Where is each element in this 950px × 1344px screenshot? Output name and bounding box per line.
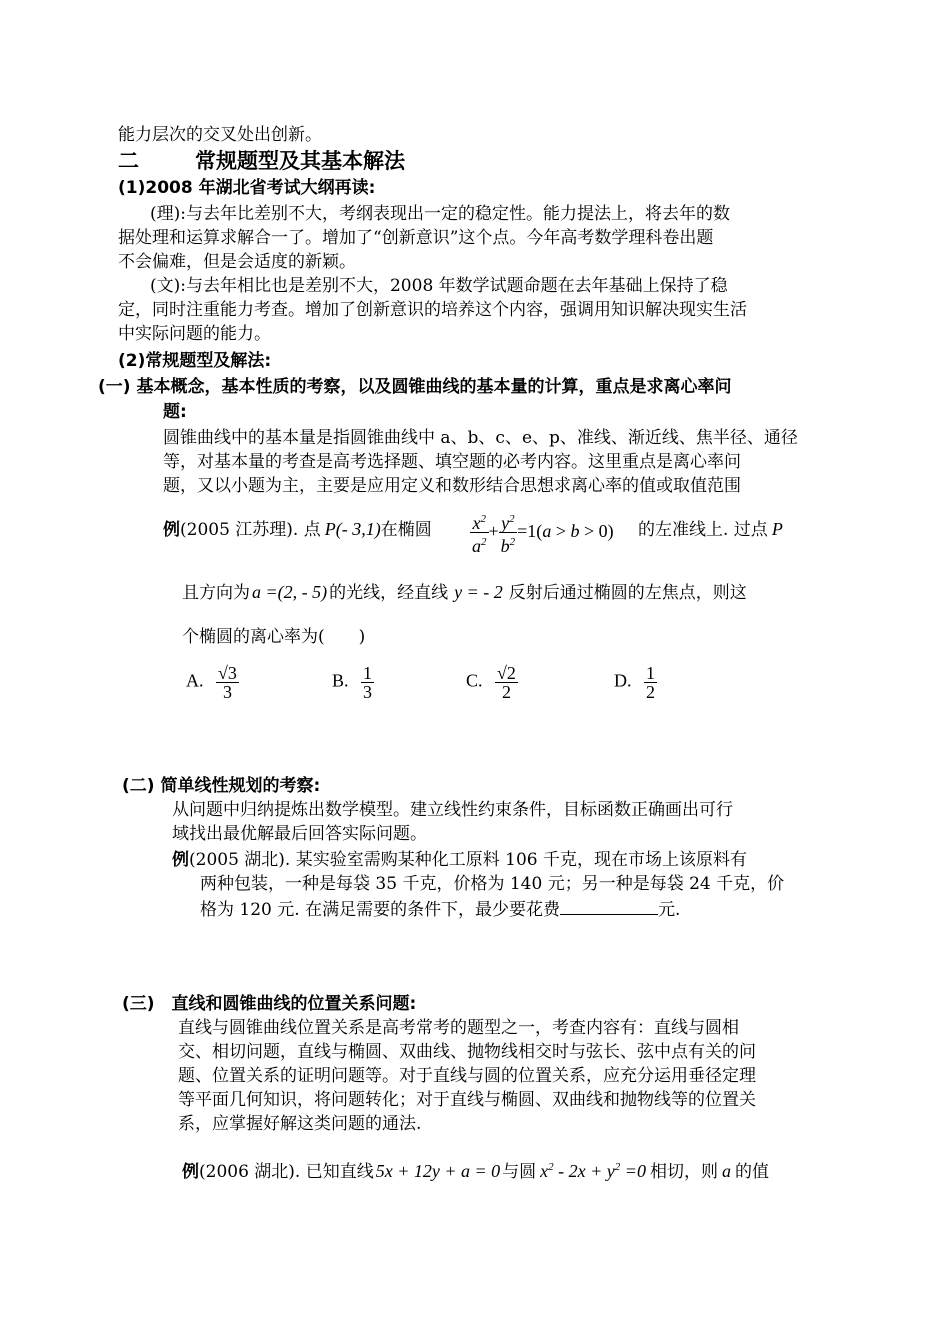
point-p: P <box>771 519 783 539</box>
example-text: 在椭圆 <box>380 520 432 540</box>
example-text: 格为 120 元. 在满足需要的条件下，最少要花费 <box>200 900 561 920</box>
part1-title: (一) 基本概念，基本性质的考察，以及圆锥曲线的基本量的计算，重点是求离心率问 <box>98 377 732 397</box>
direction-text: 且方向为 <box>182 583 250 603</box>
part1-body-1: 圆锥曲线中的基本量是指圆锥曲线中 a、b、c、e、p、准线、渐近线、焦半径、通径 <box>163 428 798 448</box>
option-den: 3 <box>222 682 232 702</box>
part2-body-1: 从问题中归纳提炼出数学模型。建立线性约束条件，目标函数正确画出可行 <box>172 800 733 820</box>
example-source: (2005 江苏理). 点 <box>180 520 321 540</box>
part1-example-line-1 <box>163 518 432 541</box>
part3-body-1: 直线与圆锥曲线位置关系是高考常考的题型之一，考查内容有：直线与圆相 <box>178 1018 739 1038</box>
part1-body-2: 等，对基本量的考查是高考选择题、填空题的必考内容。这里重点是离心率问 <box>163 452 741 472</box>
section-heading <box>118 150 405 172</box>
example-text: 与圆 <box>502 1162 537 1182</box>
option-num: 1 <box>363 663 373 683</box>
example-label: 例 <box>172 850 189 870</box>
option-label: C. <box>466 670 483 691</box>
option-den: 2 <box>501 682 511 702</box>
line-equation: 5x + 12y + a = 0 <box>375 1161 501 1181</box>
li-line-3: 不会偏难，但是会适度的新颖。 <box>118 252 356 272</box>
reflect-text: 反射后通过椭圆的左焦点，则这 <box>508 583 747 603</box>
part1-body-3: 题，又以小题为主，主要是应用定义和数形结合思想求离心率的值或取值范围 <box>163 476 741 496</box>
wen-line-3: 中实际问题的能力。 <box>118 324 271 344</box>
subsection-2-title: (2)常规题型及解法: <box>118 351 272 371</box>
part2-example-line-2: 两种包装，一种是每袋 35 千克，价格为 140 元；另一种是每袋 24 千克，价 <box>200 874 785 894</box>
example-unit: 元. <box>658 900 681 920</box>
example-source: (2006 湖北). 已知直线 <box>199 1162 374 1182</box>
point-p-coords: P(- 3,1) <box>324 519 381 539</box>
direction-vector: a =(2, - 5) <box>252 582 328 602</box>
y2-over-b2: $\frac{y^2}{b^2}$ <box>499 510 518 555</box>
example-text: (2005 湖北). 某实验室需购某种化工原料 106 千克，现在市场上该原料有 <box>189 850 747 870</box>
part3-body-2: 交、相切问题，直线与椭圆、双曲线、抛物线相交时与弦长、弦中点有关的问 <box>178 1042 756 1062</box>
part2-title: (二) 简单线性规划的考察: <box>122 776 321 796</box>
option-label: A. <box>186 670 204 691</box>
light-text: 的光线，经直线 <box>329 583 449 603</box>
option-a <box>186 664 239 701</box>
part3-example-line-1 <box>182 1156 769 1183</box>
line-y-eq: y = - 2 <box>454 582 503 602</box>
subsection-1-title: (1)2008 年湖北省考试大纲再读: <box>118 178 376 198</box>
example-text-2: 相切，则 <box>649 1162 718 1182</box>
option-label: D. <box>614 670 632 691</box>
option-num: √3 <box>218 663 237 683</box>
variable-a: a <box>721 1161 731 1181</box>
option-num: √2 <box>497 663 516 683</box>
section-title: 常规题型及其基本解法 <box>195 149 405 173</box>
part3-body-4: 等平面几何知识，将问题转化；对于直线与椭圆、双曲线和抛物线等的位置关 <box>178 1090 756 1110</box>
part2-example-line-1 <box>172 849 747 871</box>
section-number: 二 <box>118 149 139 173</box>
part1-example-tail <box>638 518 783 541</box>
ellipse-equation: $\frac{x^2}{a^2}$ + $\frac{y^2}{b^2}$ =1(a > b > 0) <box>470 510 614 555</box>
option-c <box>466 664 518 701</box>
option-den: 2 <box>646 682 655 702</box>
part3-body-3: 题、位置关系的证明问题等。对于直线与圆的位置关系，应充分运用垂径定理 <box>178 1066 756 1086</box>
intro-tail: 能力层次的交叉处出创新。 <box>118 125 322 145</box>
part1-example-line-3: 个椭圆的离心率为( ) <box>182 627 366 647</box>
option-b <box>332 664 374 701</box>
circle-equation: $x^2 - 2x + y^2 =0$ <box>540 1161 646 1181</box>
wen-line-2: 定，同时注重能力考查。增加了创新意识的培养这个内容，强调用知识解决现实生活 <box>118 300 747 320</box>
option-label: B. <box>332 670 349 691</box>
part2-body-2: 域找出最优解最后回答实际问题。 <box>172 824 427 844</box>
example-text-3: 的值 <box>734 1162 769 1182</box>
li-line-2: 据处理和运算求解合一了。增加了“创新意识”这个点。今年高考数学理科卷出题 <box>118 228 714 248</box>
wen-line-1: (文):与去年相比也是差别不大，2008 年数学试题命题在去年基础上保持了稳 <box>150 276 728 296</box>
x2-over-a2: $\frac{x^2}{a^2}$ <box>470 510 489 555</box>
example-text-2: 的左准线上. 过点 <box>638 520 768 540</box>
option-den: 3 <box>363 682 373 702</box>
option-num: 1 <box>646 663 655 683</box>
li-line-1: (理):与去年比差别不大，考纲表现出一定的稳定性。能力提法上，将去年的数 <box>150 204 730 224</box>
option-d <box>614 664 657 701</box>
part1-example-line-2 <box>182 581 747 604</box>
answer-blank[interactable] <box>560 898 658 915</box>
part3-body-5: 系，应掌握好解这类问题的通法. <box>178 1114 422 1134</box>
example-label: 例 <box>182 1162 199 1182</box>
example-label: 例 <box>163 520 180 540</box>
part3-title: (三) 直线和圆锥曲线的位置关系问题: <box>122 994 417 1014</box>
part2-example-line-3 <box>200 898 680 921</box>
part1-title-cont: 题: <box>163 402 187 422</box>
